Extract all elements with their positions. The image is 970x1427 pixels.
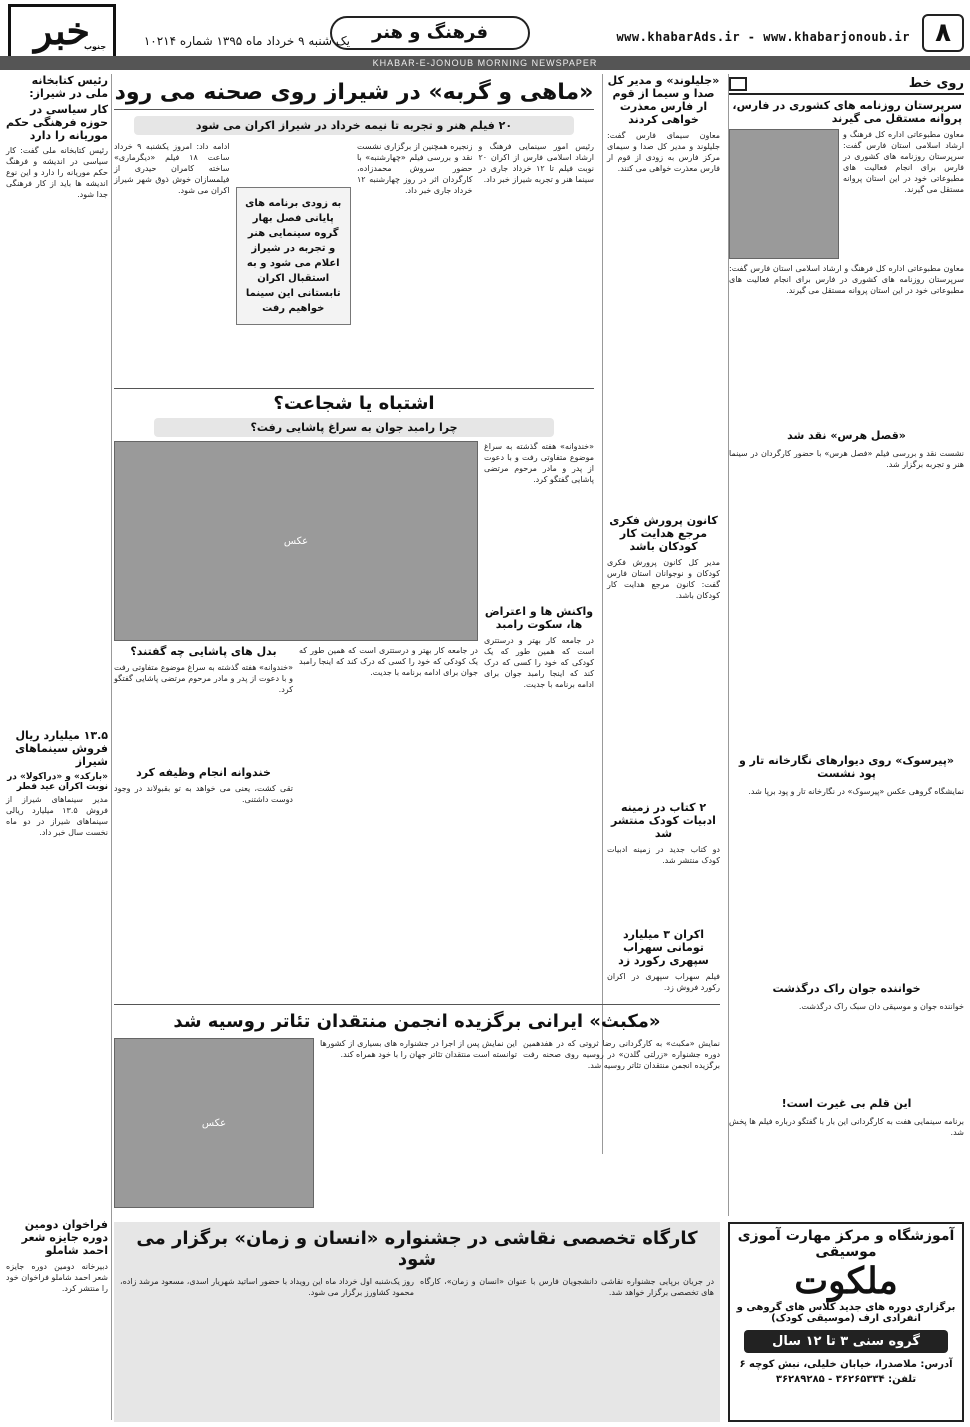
right-headline-2: «قصل هرس» نقد شد — [787, 429, 906, 442]
third-body-1: نمایش «مکبث» به کارگردانی رضا ثروتی که در هفدهمین دوره جشنواره «زرلتی گلدن» در روسیه روی صحنه رفت برگزیده انجمن منتقدان تئاتر روسیه شد. — [523, 1039, 720, 1070]
second-subtitle-3: خندوانه انجام وظیفه کرد — [136, 766, 271, 779]
left-headline-2b: «بارکد» و «دراکولا» در نوبت اکران عید فطر — [7, 772, 108, 792]
left-column — [6, 74, 112, 1420]
section-title: فرهنگ و هنر — [330, 16, 530, 50]
right-headline-5: این قلم بی غیرت است! — [781, 1097, 912, 1110]
second-body-1: «خندوانه» هفته گذشته به سراغ موضوع متفاوتی رفت و با دعوت از پدر و مادر مرحوم مرتضی پاشایی گفتگو کرد. — [484, 442, 594, 484]
left-body-2: مدیر سینماهای شیراز از فروش ۱۳.۵ میلیارد ریالی سینماهای شیراز در دو ماه نخست سال خبر داد. — [6, 795, 108, 837]
newspaper-logo — [8, 4, 116, 60]
right-body-3: نمایشگاه گروهی عکس «پیرسوک» در نگارخانه تار و پود برپا شد. — [748, 787, 964, 796]
col2-headline-3: ۲ کتاب در زمینه ادبیات کودک منتشر شد — [611, 801, 716, 840]
portrait-photo — [729, 129, 839, 259]
music-school-ad[interactable] — [728, 1222, 964, 1422]
second-subtitle-2: بدل های پاشایی چه گفتند؟ — [130, 645, 277, 658]
right-body-2: نشست نقد و بررسی فیلم «فصل هرس» با حضور کارگردان در سینما هنر و تجربه برگزار شد. — [729, 449, 964, 469]
fourth-body-1: در جریان برپایی جشنواره نقاشی دانشجویان فارس با عنوان «انسان و زمان»، کارگاه های تخصصی برگزار خواهد شد. — [420, 1277, 714, 1297]
second-body-2b: «خندوانه» هفته گذشته به سراغ موضوع متفاوتی رفت و با دعوت از پدر و مادر مرحوم مرتضی پاشایی گفتگو کرد. — [114, 663, 293, 694]
col2-body-3: دو کتاب جدید در زمینه ادبیات کودک منتشر شد. — [607, 845, 720, 865]
fourth-headline: کارگاه تخصصی نقاشی در جشنواره «انسان و زمان» برگزار می شود — [136, 1228, 698, 1270]
ad-title: آموزشگاه و مرکز مهارت آموزی موسیقی — [737, 1228, 955, 1260]
ad-ages: گروه سنی ۳ تا ۱۲ سال — [744, 1330, 948, 1353]
col2-body-1: معاون سیمای فارس گفت: جلیلوند و مدیر کل صدا و سیمای مرکز فارس به زودی از قوم ار فارس معذرت خواهی می کنند. — [607, 131, 720, 173]
main-body-2: زنجیره همچنین از برگزاری نشست نقد و بررسی فیلم «چهارشنبه» با حضور سروش محمدزاده، کارگردان اثر در روز چهارشنبه ۱۲ خرداد جاری خبر داد. — [357, 142, 473, 195]
right-headline-3: «پیرسوک» روی دیوارهای نگارخانه تار و پود نشست — [739, 754, 954, 780]
col2-body-4: فیلم سهراب سپهری در اکران رکورد فروش زد. — [607, 972, 720, 992]
right-column — [728, 74, 964, 1216]
copy-icon — [729, 77, 747, 91]
col2-headline-2: کانون پرورش فکری مرجع هدایت کار کودکان باشد — [609, 514, 718, 553]
right-body-4: خواننده جوان و موسیقی دان سبک راک درگذشت. — [798, 1002, 964, 1011]
second-body-2c: تقی کشت، یعنی می خواهد به تو بقبولاند در وجود دوست داشتنی. — [114, 784, 293, 804]
fourth-body-2: روز یک‌شنبه اول خرداد ماه این رویداد با حضور اساتید شهریار اسدی، مسعود مرشد زاده، محمود کشاورز برگزار می شود. — [120, 1277, 414, 1297]
fourth-story — [114, 1222, 720, 1422]
right-body-1b: معاون مطبوعاتی اداره کل فرهنگ و ارشاد اسلامی استان فارس گفت: سرپرستان روزنامه های کشوری در فارس برای انجام فعالیت های مطبوعاتی خود در این استان پروانه مستقل می گیرند. — [729, 264, 964, 295]
masthead — [0, 0, 970, 70]
main-body-1: رئیس امور سینمایی فرهنگ و ارشاد اسلامی فارس از اکران ۲۰ نوبت فیلم تا ۱۲ خرداد جاری در سینما هنر و تجربه شیراز خبر داد. — [478, 142, 594, 184]
slogan: KHABAR-E-JONOUB MORNING NEWSPAPER — [0, 56, 970, 70]
ad-brand: ملکوت — [794, 1260, 898, 1302]
left-headline-2: ۱۳.۵ میلیارد ریال فروش سینماهای شیراز — [14, 729, 108, 768]
pull-quote: به زودی برنامه های پایانی فصل بهار گروه سینمایی هنر و تجربه در شیراز اعلام می شود و به استقبال اکران تابستانی این سینما خواهیم رفت — [236, 187, 352, 325]
second-headline: اشتباه یا شجاعت؟ — [273, 393, 435, 414]
macbeth-photo — [114, 1038, 314, 1208]
second-subhead: چرا رامبد جوان به سراغ پاشایی رفت؟ — [154, 418, 554, 437]
second-story — [114, 388, 594, 888]
rubric-label: روی خط — [908, 76, 964, 91]
logo-sub: جنوب — [84, 42, 107, 51]
ad-phone: تلفن: ۳۶۲۶۵۳۳۴ - ۳۶۲۸۹۲۸۵ — [775, 1374, 917, 1385]
left-body-3: دبیرخانه دومین دوره جایزه شعر احمد شاملو فراخوان خود را منتشر کرد. — [6, 1262, 108, 1293]
right-headline-1: سرپرستان روزنامه های کشوری در فارس، پروانه مستقل می گیرند — [732, 99, 962, 125]
right-body-5: برنامه سینمایی هفت به کارگردانی این بار با گفتگو درباره فیلم ها پخش شد. — [729, 1117, 964, 1137]
left-headline-3: فراخوان دومین دوره جایزه شعر احمد شاملو — [21, 1218, 108, 1257]
left-headline-1: رئیس کتابخانه ملی در شیراز: — [29, 74, 108, 100]
page-number: ۸ — [922, 14, 964, 52]
col2-headline-1: «جلیلوند» و مدیر کل صدا و سیما از قوم ار فارس معذرت خواهی کردند — [607, 74, 720, 126]
main-subhead: ۲۰ فیلم هنر و تجربه تا نیمه خرداد در شیراز اکران می شود — [134, 116, 574, 135]
third-story — [114, 1004, 720, 1214]
second-body-1b: در جامعه کار بهتر و درستتری است که همین طور که یک کودکی که خود را کسی که درک کند که اینجا رامبد جوان برای ادامه برنامه با جدیت. — [484, 636, 594, 689]
right-body-1: معاون مطبوعاتی اداره کل فرهنگ و ارشاد اسلامی استان فارس گفت: سرپرستان روزنامه های کشوری در فارس برای انجام فعالیت های مطبوعاتی خود در این استان پروانه مستقل می گیرند. — [843, 130, 964, 194]
col2-body-2: مدیر کل کانون پرورش فکری کودکان و نوجوانان استان فارس گفت: کانون مرجع هدایت کار کودکان باشد. — [607, 558, 720, 600]
third-headline: «مکبث» ایرانی برگزیده انجمن منتقدان تئاتر روسیه شد — [173, 1011, 661, 1032]
photo-label: عکس — [283, 535, 309, 547]
website-url[interactable]: www.khabarAds.ir - www.khabarjonoub.ir — [616, 30, 910, 44]
left-body-1: رئیس کتابخانه ملی گفت: کار سیاسی در اندیشه و فرهنگ حکم موریانه را دارد و این نوع اندیشه ها باید از کار فرهنگی جدا شود. — [6, 146, 108, 199]
main-headline: «ماهی و گربه» در شیراز روی صحنه می رود — [114, 80, 594, 110]
second-body-2: در جامعه کار بهتر و درستتری است که همین طور که یک کودکی که خود را کسی که درک کند که اینجا رامبد جوان برای ادامه برنامه با جدیت. — [299, 646, 478, 677]
second-subtitle-1: واکنش ها و اعتراض ها، سکوت رامبد — [484, 605, 594, 631]
left-headline-1b: کار سیاسی در حوزه فرهنگی حکم موریانه را دارد — [6, 103, 108, 142]
ad-address: آدرس: ملاصدرا، خیابان خلیلی، نبش کوچه ۶ — [739, 1359, 953, 1370]
third-body-2: این نمایش پس از اجرا در جشنواره های بسیاری از کشورها توانسته است منتقدان تئاتر جهان را با خود همراه کند. — [320, 1039, 517, 1059]
logo-text: خبر — [34, 8, 90, 53]
performers-photo — [114, 441, 478, 641]
second-column — [602, 74, 720, 1154]
main-story — [114, 80, 594, 380]
col2-headline-4: اکران ۳ میلیارد تومانی سهراب سپهری رکورد زد — [618, 928, 709, 967]
right-headline-4: خواننده جوان راک درگذشت — [772, 982, 921, 995]
ad-line: برگزاری دوره های جدید کلاس های گروهی و انفرادی ارف (موسیقی کودک) — [736, 1302, 956, 1324]
main-body-3: ادامه داد: امروز یکشنبه ۹ خرداد ساعت ۱۸ فیلم «دیگرماری» ساخته کامران حیدری از فیلمسازان خوش ذوق شهر شیراز اکران می شود. — [114, 142, 230, 195]
issue-date: یک شنبه ۹ خرداد ماه ۱۳۹۵ شماره ۱۰۲۱۴ — [143, 34, 350, 48]
macbeth-photo-label: عکس — [201, 1117, 227, 1129]
